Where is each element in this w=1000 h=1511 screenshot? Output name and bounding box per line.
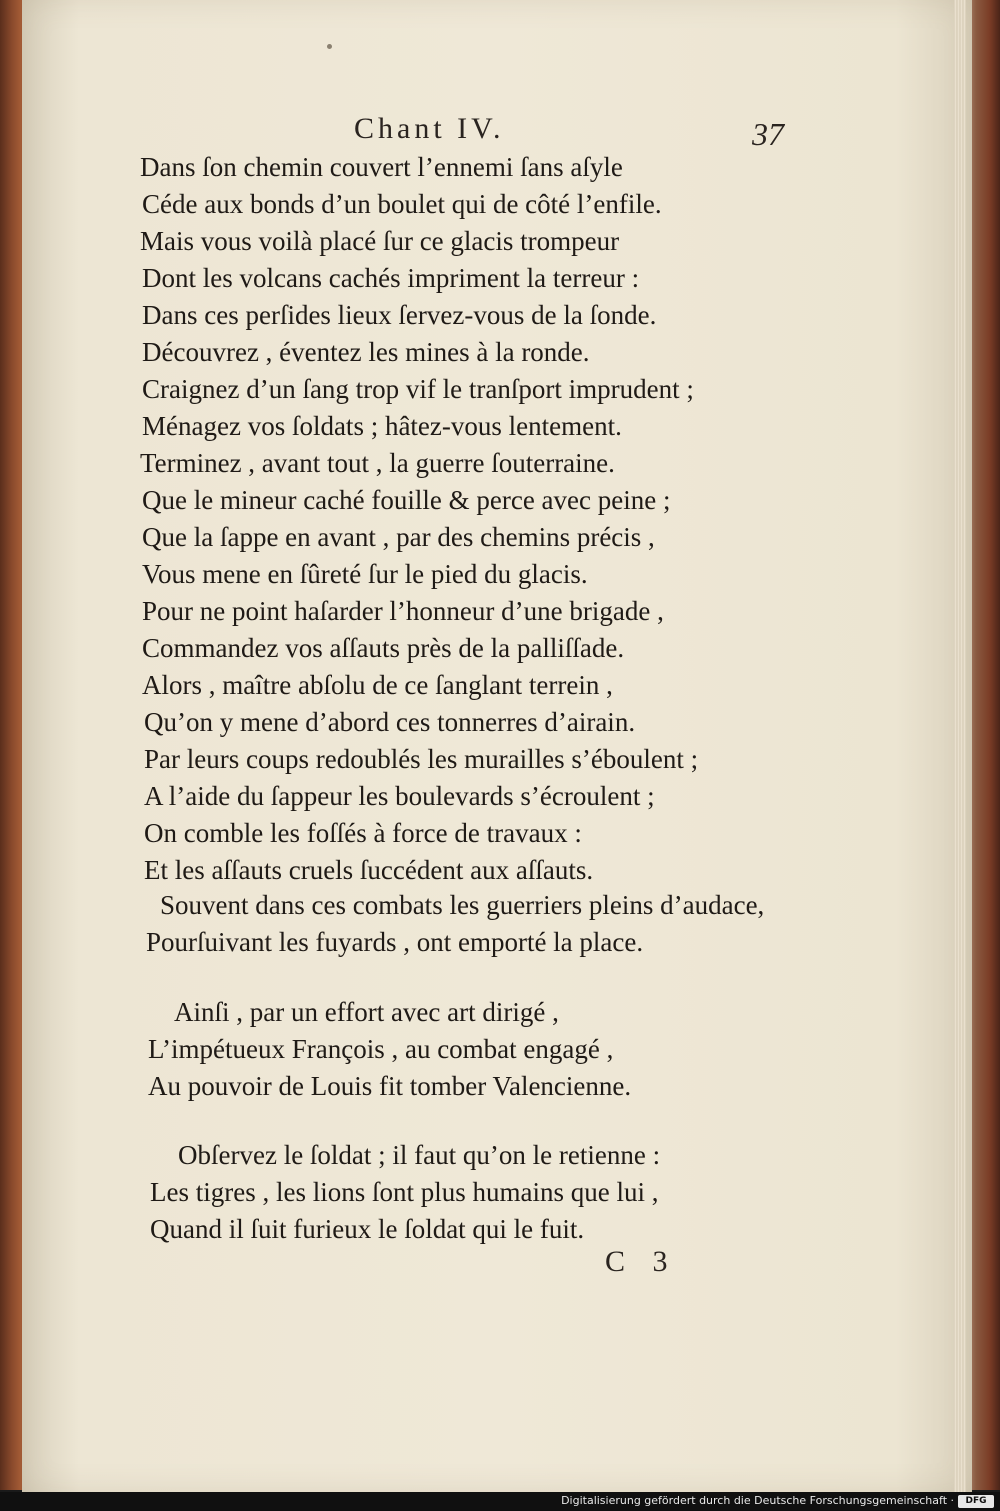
signature-mark: C 3 [605, 1245, 678, 1278]
verse-line: Céde aux bonds d’un boulet qui de côté l’enfile. [142, 189, 662, 219]
verse-line: Qu’on y mene d’abord ces tonnerres d’airain. [144, 707, 636, 737]
verse-line: Pour ne point haſarder l’honneur d’une brigade , [142, 596, 664, 626]
running-head: Chant IV. [354, 112, 505, 145]
verse-line: Craignez d’un ſang trop vif le tranſport imprudent ; [142, 374, 694, 404]
verse-line: Ainſi , par un effort avec art dirigé , [174, 997, 559, 1027]
verse-line: Au pouvoir de Louis fit tomber Valencienne. [148, 1071, 632, 1101]
page-edge [954, 0, 966, 1492]
verse-line: Vous mene en ſûreté ſur le pied du glacis. [142, 559, 588, 589]
verse-line: Commandez vos aſſauts près de la palliſſade. [142, 633, 625, 663]
verse-line: Que le mineur caché fouille & perce avec peine ; [142, 485, 671, 515]
verse-line: A l’aide du ſappeur les boulevards s’écroulent ; [144, 781, 655, 811]
verse-line: Mais vous voilà placé ſur ce glacis trompeur [140, 226, 620, 256]
verse-line: Obſervez le ſoldat ; il faut qu’on le retienne : [178, 1140, 661, 1170]
verse-line: Découvrez , éventez les mines à la ronde. [142, 337, 590, 367]
verse-line: Dont les volcans cachés impriment la terreur : [142, 263, 640, 293]
verse-line: Par leurs coups redoublés les murailles s’éboulent ; [144, 744, 699, 774]
verse-line: Terminez , avant tout , la guerre ſouterraine. [140, 448, 615, 478]
page-number: 37 [752, 116, 784, 152]
verse-line: Quand il ſuit furieux le ſoldat qui le fuit. [150, 1214, 585, 1244]
page-header [22, 112, 972, 152]
verse-line: Dans ſon chemin couvert l’ennemi ſans aſyle [140, 152, 623, 182]
verse-line: L’impétueux François , au combat engagé , [148, 1034, 614, 1064]
verse-line: On comble les foſſés à force de travaux : [144, 818, 582, 848]
verse-line: Alors , maître abſolu de ce ſanglant terrein , [142, 670, 613, 700]
verse-line: Pourſuivant les fuyards , ont emporté la place. [146, 927, 644, 957]
verse-line: Ménagez vos ſoldats ; hâtez-vous lentement. [142, 411, 622, 441]
book-page [22, 0, 972, 1492]
dfg-logo: DFG [958, 1495, 994, 1508]
paper-speck [327, 44, 332, 49]
verse-line: Que la ſappe en avant , par des chemins précis , [142, 522, 655, 552]
verse-line: Les tigres , les lions ſont plus humains que lui , [150, 1177, 659, 1207]
verse-line: Dans ces perſides lieux ſervez-vous de la ſonde. [142, 300, 657, 330]
verse-line: Et les aſſauts cruels ſuccédent aux aſſauts. [144, 855, 594, 885]
verse-line: Souvent dans ces combats les guerriers pleins d’audace, [160, 890, 765, 920]
digitization-credit: Digitalisierung gefördert durch die Deutsche Forschungsgemeinschaft · [561, 1494, 954, 1507]
